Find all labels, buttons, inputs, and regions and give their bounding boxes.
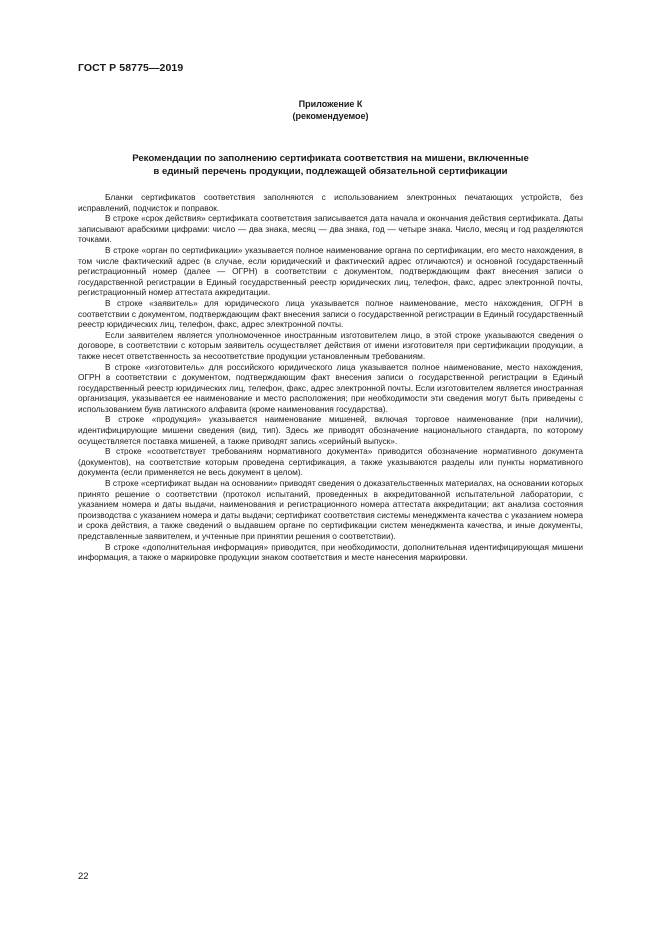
page-title bbox=[78, 153, 583, 178]
page-number: 22 bbox=[78, 871, 89, 882]
paragraph: В строке «сертификат выдан на основании» приводят сведения о доказательственных материалах, на основании которых принято решение о соответствии (протокол испытаний, проведенных в аккредитованной испытательной лаборатории, с указанием номера и даты выдачи, наименования и регистрационного номера аттестата аккредитации; акт анализа состояния производства с указанием номера и даты выдачи; сертификат соответствия системы менеджмента качества с указанием номера и срока действия, а также сведений о выдавшем органе по сертификации систем менеджмента качества, и иные документы, представленные заявителем, и учтенные при принятии решения о соответствии). bbox=[78, 478, 583, 541]
paragraph: В строке «срок действия» сертификата соответствия записывается дата начала и окончания действия сертификата. Даты записывают арабскими цифрами: число — два знака, месяц — два знака, год — четыре знака. Число, месяц и год разделяются точками. bbox=[78, 213, 583, 245]
paragraph: В строке «продукция» указывается наименование мишеней, включая торговое наименование (при наличии), идентифицирующие мишени сведения (вид, тип). Здесь же приводят обозначение национального стандарта, по которому осуществляется поставка мишеней, а также приводят запись «серийный выпуск». bbox=[78, 414, 583, 446]
appendix-heading bbox=[78, 98, 583, 122]
title-line-1: Рекомендации по заполнению сертификата соответствия на мишени, включенные bbox=[132, 153, 529, 164]
paragraph: В строке «орган по сертификации» указывается полное наименование органа по сертификации, его место нахождения, в том числе фактический адрес (в случае, если юридический и фактический адрес отличаются) и основной государственный регистрационный номер (далее — ОГРН) в соответствии с документом, подтверждающим факт внесения записи о государственной регистрации в Единый государственный реестр юридических лиц, телефон, факс, адрес электронной почты, регистрационный номер аттестата аккредитации. bbox=[78, 244, 583, 298]
paragraph: Бланки сертификатов соответствия заполняются с использованием электронных печатающих устройств, без исправлений, подчисток и поправок. bbox=[78, 192, 583, 213]
title-line-2: в единый перечень продукции, подлежащей обязательной сертификации bbox=[153, 165, 508, 177]
appendix-note: (рекомендуемое) bbox=[292, 111, 369, 121]
paragraph: В строке «соответствует требованиям нормативного документа» приводится обозначение нормативного документа (документов), на соответствие которым проведена сертификация, а также указываются разделы или пункты нормативного документа (если применяется не весь документ в целом). bbox=[78, 446, 583, 478]
paragraph: Если заявителем является уполномоченное иностранным изготовителем лицо, в этой строке указываются сведения о договоре, в соответствии с которым заявитель осуществляет действия от имени изготовителя при сертификации продукции, а также несет ответственность за несоответствие продукции установленным требованиям. bbox=[78, 329, 583, 361]
paragraph: В строке «дополнительная информация» приводится, при необходимости, дополнительная идентифицирующая мишени информация, а также о маркировке продукции знаком соответствия и месте нанесения маркировки. bbox=[78, 541, 583, 563]
appendix-title: Приложение К bbox=[298, 99, 363, 109]
paragraph: В строке «заявитель» для юридического лица указывается полное наименование, место нахождения, ОГРН в соответствии с документом, подтверждающим факт внесения записи о государственной регистрации в Единый государственный реестр юридических лиц, телефон, факс, адрес электронной почты. bbox=[78, 297, 583, 330]
standard-designation: ГОСТ Р 58775—2019 bbox=[78, 62, 184, 74]
body-text bbox=[78, 192, 583, 563]
paragraph: В строке «изготовитель» для российского юридического лица указывается полное наименование, место нахождения, ОГРН в соответствии с документом, подтверждающим факт внесения записи о государственной регистрации в Единый государственный реестр юридических лиц, телефон, факс, адрес электронной почты. Если изготовителем является иностранная организация, указывается ее наименование и место расположения; при необходимости эти сведения могут быть приведены с использованием букв латинского алфавита (кроме наименования государства). bbox=[78, 361, 583, 414]
